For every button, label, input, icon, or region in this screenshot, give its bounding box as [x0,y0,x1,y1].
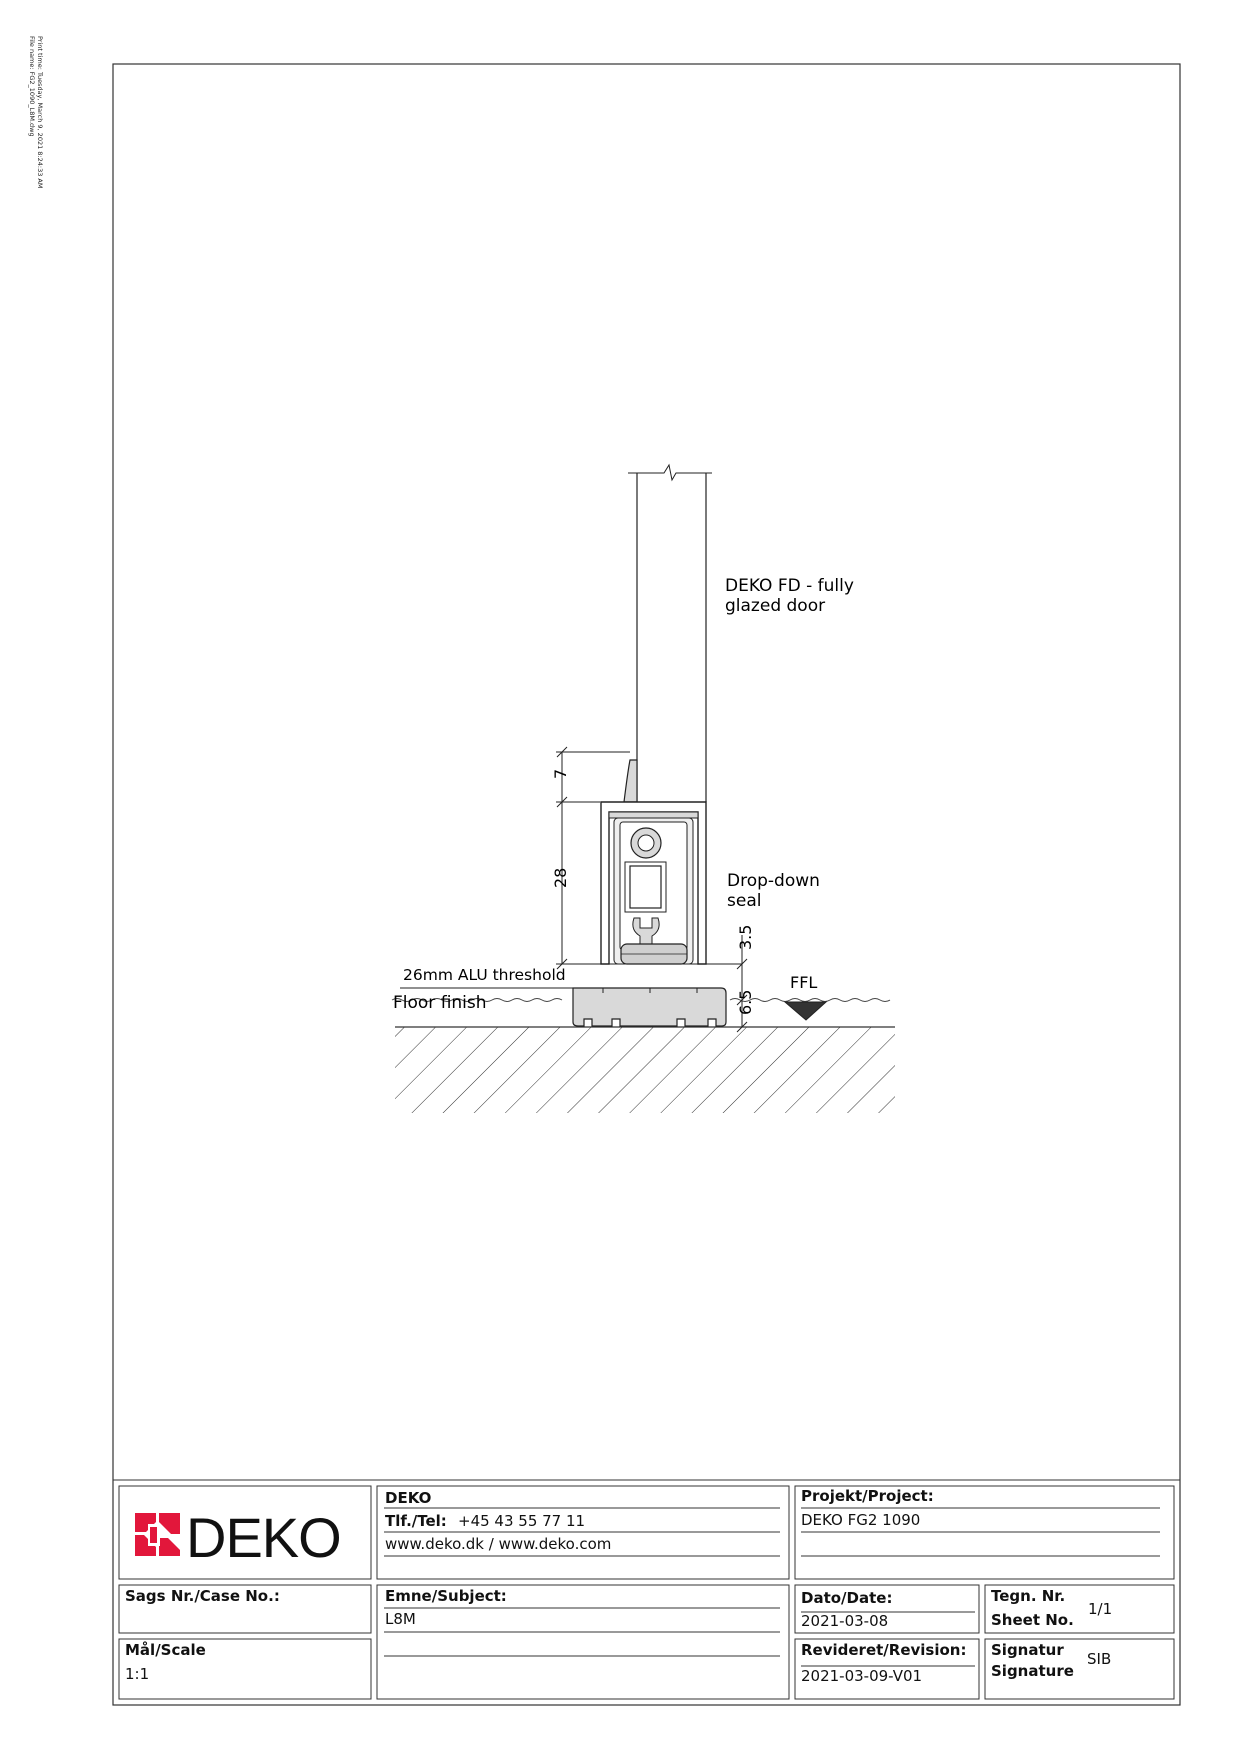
signature-label-line1: Signatur [991,1641,1064,1659]
door-label-line1: DEKO FD - fully [725,576,854,596]
dimension-28: 28 [551,867,570,888]
dimension-7: 7 [551,768,570,779]
sheet-label-line1: Tegn. Nr. [991,1587,1066,1605]
revision-label: Revideret/Revision: [801,1641,967,1659]
door-label-line2: glazed door [725,596,826,616]
housing-inner [609,812,698,818]
date-label: Dato/Date: [801,1589,893,1607]
alu-threshold [573,988,726,1026]
sheet-label-line2: Sheet No. [991,1611,1074,1629]
dimension-3-5: 3.5 [736,924,755,950]
spring-roller-inner [638,835,654,851]
signature-value: SIB [1087,1650,1112,1668]
floor-finish-label: Floor finish [393,993,487,1013]
glazing-bead [624,760,637,802]
ffl-marker [785,1002,826,1020]
signature-label-line2: Signature [991,1662,1074,1680]
project-value: DEKO FG2 1090 [801,1511,921,1529]
dimension-6-5: 6.5 [736,989,755,1015]
section-drawing [392,465,895,1113]
deko-logo [135,1506,341,1569]
deko-logo-text: DEKO [186,1506,341,1569]
glazed-door-panel [637,473,706,802]
seal-plunger [630,866,661,908]
company-name: DEKO [385,1489,432,1507]
scale-value: 1:1 [125,1665,150,1683]
project-label: Projekt/Project: [801,1487,934,1505]
deko-logo-mark [135,1513,180,1556]
case-no-label: Sags Nr./Case No.: [125,1587,280,1605]
seal-label-line1: Drop-down [727,871,820,891]
sheet-value: 1/1 [1088,1600,1113,1618]
threshold-label: 26mm ALU threshold [403,966,566,984]
company-web: www.deko.dk / www.deko.com [385,1535,612,1553]
tel-label: Tlf./Tel: [385,1512,447,1530]
tel-value: +45 43 55 77 11 [458,1512,586,1530]
subject-label: Emne/Subject: [385,1587,507,1605]
file-name: File name: FG2_1090_L8M.dwg [28,36,36,137]
revision-value: 2021-03-09-V01 [801,1667,923,1685]
print-time: Print time: Tuesday, March 9, 2021 8:24:33 AM [36,36,44,189]
subject-value: L8M [385,1610,416,1628]
seal-label-line2: seal [727,891,762,911]
date-value: 2021-03-08 [801,1612,889,1630]
door-break-line [628,465,712,480]
ground-hatch [395,1027,895,1113]
ffl-label: FFL [790,973,818,992]
scale-label: Mål/Scale [125,1641,206,1659]
